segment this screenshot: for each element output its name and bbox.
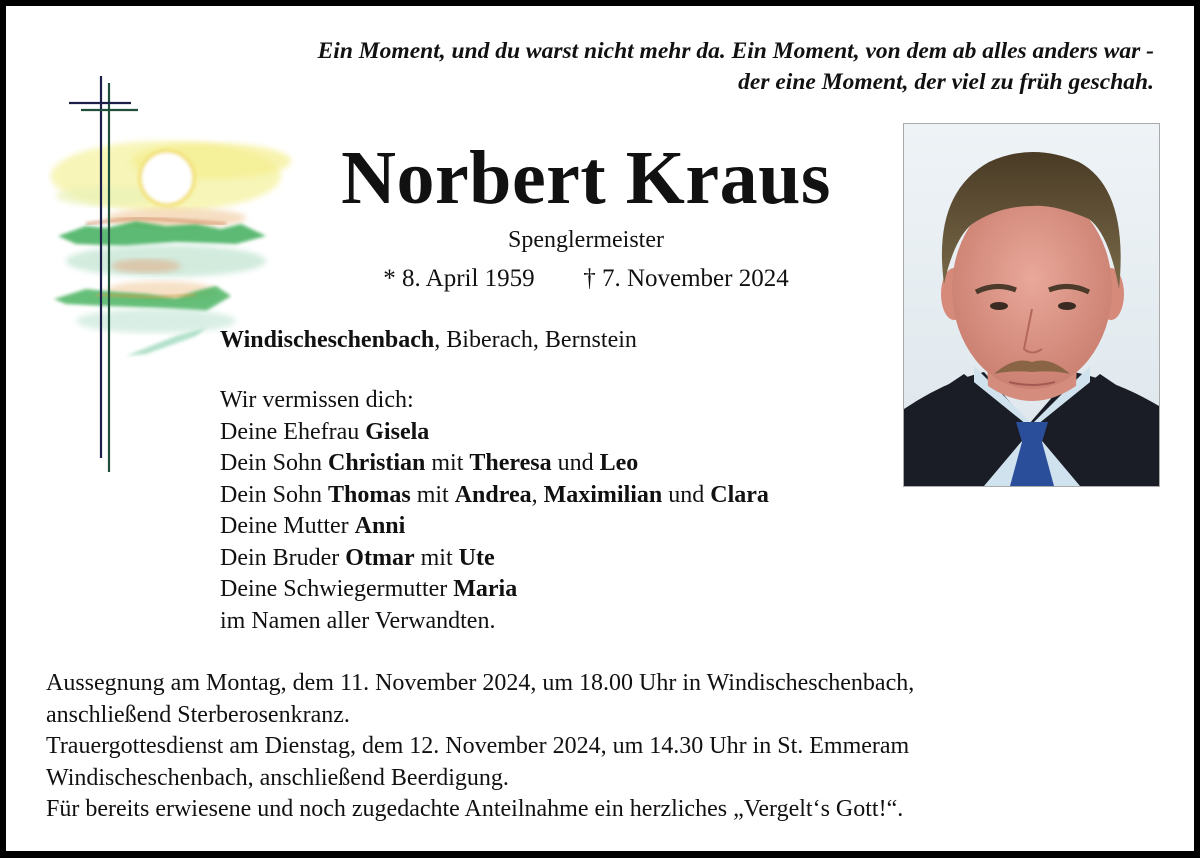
mourner-relation: Dein Sohn [220,450,328,476]
portrait-photo [903,123,1160,487]
mourner-name: Clara [710,481,769,508]
funeral-information [46,668,1166,826]
mourner-relation: und [662,481,711,508]
deceased-name: Norbert Kraus [341,136,831,220]
mourner-relation: und [551,450,600,476]
birth-symbol: * [383,265,396,292]
mourner-name: Thomas [328,481,411,508]
deceased-profession: Spenglermeister [508,227,664,253]
mourner-name: Andrea [454,481,532,508]
birth-date: 8. April 1959 [402,265,535,292]
mourner-line [220,543,769,575]
mourners-list [220,385,769,637]
death-date: 7. November 2024 [601,265,789,292]
motto-line-2: der eine Moment, der viel zu früh geschah. [738,69,1154,95]
mourner-name: Theresa [469,450,552,476]
mourner-relation: , [531,481,544,508]
hometown-primary: Windischeschenbach [220,327,435,353]
footer-line: Trauergottesdienst am Dienstag, dem 12. November 2024, um 14.30 Uhr in St. Emmeram [46,733,910,759]
mourner-name: Maximilian [543,481,663,508]
mourner-relation: Deine Schwiegermutter [220,576,454,602]
obituary-card [6,6,1194,851]
footer-line: Für bereits erwiesene und noch zugedachte Anteilnahme ein herzliches „Vergelt‘s Gott!“. [46,796,904,822]
mourner-name: Leo [599,450,639,476]
mourner-name: Ute [458,544,495,571]
mourner-relation: Deine Ehefrau [220,418,366,445]
mourner-line [220,417,769,449]
portrait-image [904,124,1159,486]
mourner-relation: Dein Bruder [220,544,346,571]
mourner-name: Gisela [365,418,430,445]
hometowns [220,325,637,355]
mourner-relation: Deine Mutter [220,513,355,539]
footer-line: Aussegnung am Montag, dem 11. November 2024, um 18.00 Uhr in Windischeschenbach, [46,670,915,696]
mourner-name: Maria [453,576,518,602]
mourner-name: Otmar [345,544,415,571]
footer-line: Windischeschenbach, anschließend Beerdigung. [46,764,509,791]
motto-line-1: Ein Moment, und du warst nicht mehr da. Ein Moment, von dem ab alles anders war - [317,38,1154,64]
life-dates [306,264,866,294]
mourner-name: Christian [328,450,426,476]
mourner-line [220,511,769,543]
dagger-icon: † [583,265,596,292]
mourners-intro: Wir vermissen dich: [220,387,414,413]
mourner-line [220,480,769,512]
hometown-others: , Biberach, Bernstein [434,327,637,353]
mourner-name: Anni [354,513,406,539]
mourner-relation: mit [425,450,470,476]
mourner-line [220,448,769,480]
mourner-relation: Dein Sohn [220,481,328,508]
mourner-relation: mit [414,544,459,571]
mourners-closing: im Namen aller Verwandten. [220,607,496,634]
mourner-relation: mit [410,481,455,508]
mourner-line [220,574,769,606]
footer-line: anschließend Sterberosenkranz. [46,701,350,728]
